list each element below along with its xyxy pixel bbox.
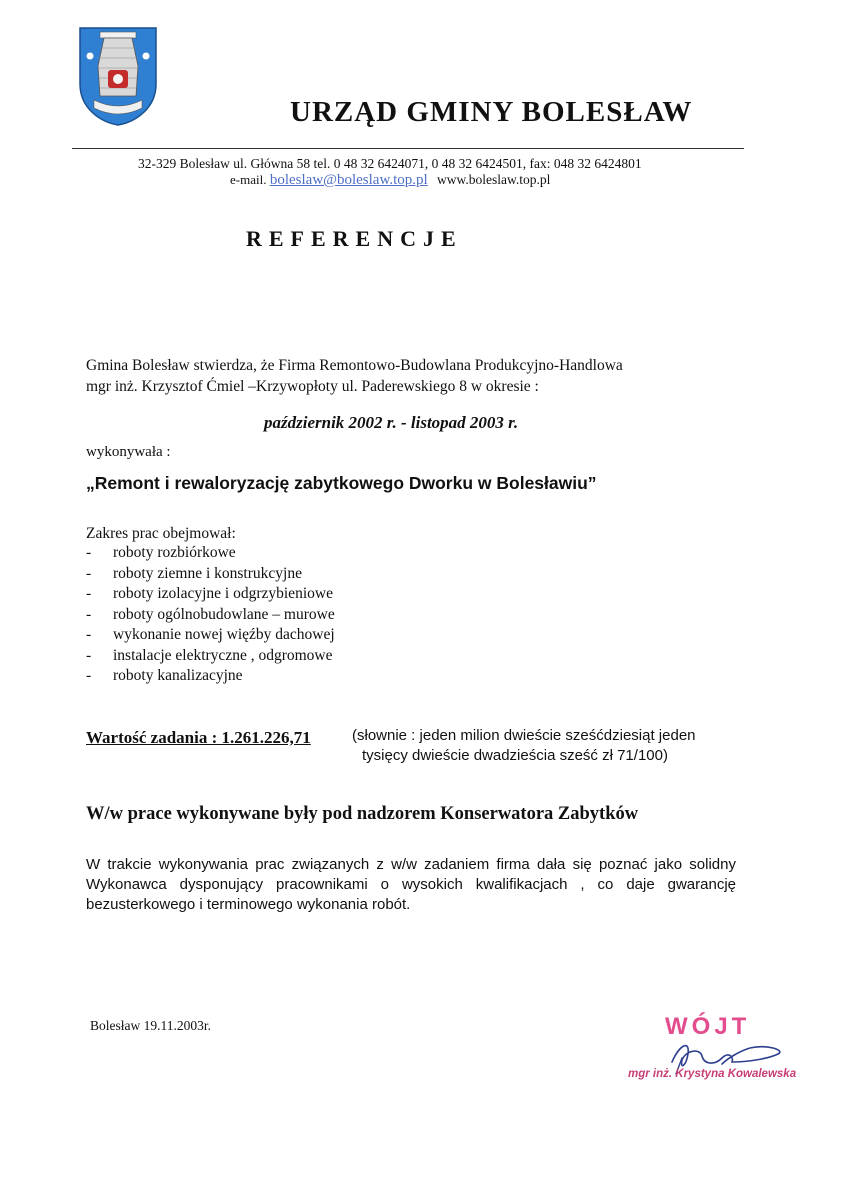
municipal-coat-of-arms-icon	[78, 26, 158, 126]
stamp-signatory-name: mgr inż. Krystyna Kowalewska	[628, 1068, 797, 1080]
place-and-date: Bolesław 19.11.2003r.	[90, 1018, 211, 1033]
list-item: - roboty ziemne i konstrukcyjne	[86, 564, 302, 582]
intro-line: mgr inż. Krzysztof Ćmiel –Krzywopłoty ul. Paderewskiego 8 w okresie :	[86, 378, 539, 395]
contact-line	[230, 172, 550, 189]
list-item: - roboty rozbiórkowe	[86, 544, 236, 561]
address-line: 32-329 Bolesław ul. Główna 58 tel. 0 48 32 6424071, 0 48 32 6424501, fax: 048 32 6424801	[138, 156, 642, 171]
intro-line: Gmina Bolesław stwierdza, że Firma Remontowo-Budowlana Produkcyjno-Handlowa	[86, 357, 623, 374]
supervision-statement: W/w prace wykonywane były pod nadzorem Konserwatora Zabytków	[86, 804, 639, 824]
value-words-line: (słownie : jeden milion dwieście sześćdziesiąt jeden	[352, 727, 696, 744]
work-period: październik 2002 r. - listopad 2003 r.	[264, 413, 519, 432]
performed-label: wykonywała :	[86, 444, 171, 460]
list-item: - roboty izolacyjne i odgrzybieniowe	[86, 585, 333, 602]
website-text: www.boleslaw.top.pl	[437, 172, 551, 187]
list-item: - wykonanie nowej więźby dachowej	[86, 626, 335, 643]
task-value: Wartość zadania : 1.261.226,71	[86, 728, 311, 747]
remarks-paragraph: W trakcie wykonywania prac związanych z w/w zadaniem firma dała się poznać jako solidny Wykonawca dysponujący pracownikami o wysokich kwalifikacjach , co daje gwarancję bezusterkowego i terminowego wykonania robót.	[86, 856, 736, 913]
task-title: „Remont i rewaloryzację zabytkowego Dworku w Bolesławiu”	[86, 473, 597, 493]
office-title: URZĄD GMINY BOLESŁAW	[290, 96, 693, 128]
list-item: - roboty kanalizacyjne	[86, 667, 243, 684]
intro-paragraph	[86, 355, 726, 397]
list-item: - roboty ogólnobudowlane – murowe	[86, 605, 335, 623]
email-label: e-mail.	[230, 172, 267, 187]
email-link[interactable]: boleslaw@boleslaw.top.pl	[269, 172, 428, 188]
scope-title: Zakres prac obejmował:	[86, 525, 236, 542]
scope-list	[86, 543, 335, 687]
stamp-title: WÓJT	[665, 1013, 751, 1040]
task-value-in-words	[352, 726, 742, 766]
document-heading: REFERENCJE	[246, 226, 463, 251]
header-divider	[72, 148, 744, 149]
list-item: - instalacje elektryczne , odgromowe	[86, 646, 333, 664]
value-words-line: tysięcy dwieście dwadzieścia sześć zł 71/100)	[362, 747, 668, 764]
